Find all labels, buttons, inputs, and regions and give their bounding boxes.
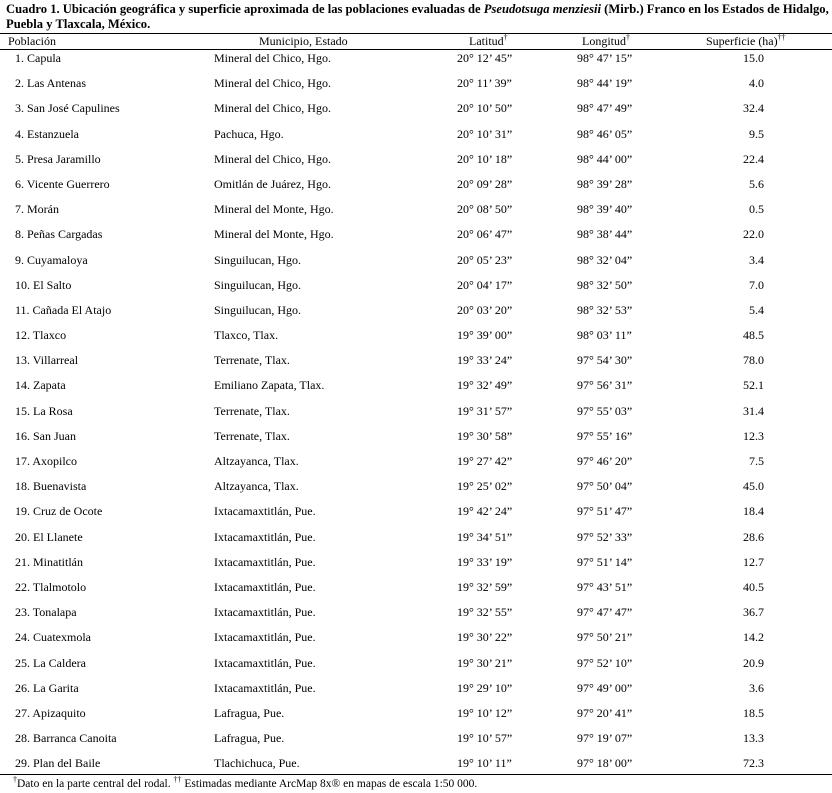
table-row: [0, 377, 832, 402]
cell-latitud: 19° 30’ 22”: [457, 630, 513, 645]
cell-longitud: 98° 39’ 28”: [577, 176, 633, 191]
table-row: [0, 403, 832, 428]
cell-municipio: Mineral del Chico, Hgo.: [214, 151, 331, 166]
cell-municipio: Terrenate, Tlax.: [214, 428, 290, 443]
cell-municipio: Singuilucan, Hgo.: [214, 252, 301, 267]
footnote-text-1: Dato en la parte central del rodal.: [17, 778, 174, 790]
cell-municipio: Singuilucan, Hgo.: [214, 277, 301, 292]
cell-poblacion: 15. La Rosa: [15, 403, 73, 418]
cell-superficie: 5.4: [749, 302, 764, 317]
cell-superficie: 7.0: [749, 277, 764, 292]
cell-latitud: 20° 11’ 39”: [457, 76, 512, 91]
cell-municipio: Mineral del Chico, Hgo.: [214, 101, 331, 116]
cell-latitud: 19° 31’ 57”: [457, 403, 513, 418]
table-footnote: [13, 777, 477, 791]
cell-poblacion: 6. Vicente Guerrero: [15, 176, 110, 191]
cell-municipio: Mineral del Monte, Hgo.: [214, 202, 334, 217]
table-row: [0, 201, 832, 226]
table-row: [0, 730, 832, 755]
cell-longitud: 97° 50’ 04”: [577, 479, 633, 494]
header-longitud: [582, 34, 630, 48]
cell-latitud: 19° 33’ 24”: [457, 353, 513, 368]
cell-superficie: 18.5: [743, 705, 764, 720]
cell-longitud: 97° 46’ 20”: [577, 454, 633, 468]
header-latitud-mark: †: [503, 33, 508, 42]
cell-poblacion: 25. La Caldera: [15, 655, 86, 670]
table-row: [0, 579, 832, 604]
cell-superficie: 78.0: [743, 353, 764, 368]
cell-longitud: 97° 55’ 03”: [577, 403, 633, 418]
cell-longitud: 97° 47’ 47”: [577, 605, 633, 620]
table-row: [0, 302, 832, 327]
cell-poblacion: 4. Estanzuela: [15, 126, 79, 141]
cell-poblacion: 16. San Juan: [15, 428, 76, 443]
cell-latitud: 19° 25’ 02”: [457, 479, 513, 494]
cell-superficie: 40.5: [743, 579, 764, 594]
cell-poblacion: 20. El Llanete: [15, 529, 83, 544]
cell-longitud: 97° 52’ 33”: [577, 529, 633, 544]
table-row: [0, 604, 832, 629]
cell-poblacion: 9. Cuyamaloya: [15, 252, 88, 267]
cell-superficie: 20.9: [743, 655, 764, 670]
cell-poblacion: 28. Barranca Canoita: [15, 731, 117, 746]
footnote-text-2: Estimadas mediante ArcMap 8x® en mapas de escala 1:50 000.: [181, 778, 478, 790]
cell-poblacion: 19. Cruz de Ocote: [15, 504, 103, 519]
cell-municipio: Terrenate, Tlax.: [214, 403, 290, 418]
table-row: [0, 503, 832, 528]
cell-poblacion: 12. Tlaxco: [15, 328, 67, 343]
cell-superficie: 0.5: [749, 202, 764, 217]
cell-longitud: 97° 49’ 00”: [577, 680, 633, 695]
cell-latitud: 19° 39’ 00”: [457, 328, 513, 343]
cell-municipio: Ixtacamaxtitlán, Pue.: [214, 630, 316, 645]
cell-longitud: 98° 44’ 00”: [577, 151, 633, 166]
caption-text-end: (Mirb.) Franco en los Estados de Hidalgo, Puebla y Tlaxcala, México.: [6, 2, 829, 31]
cell-latitud: 19° 32’ 55”: [457, 605, 513, 620]
cell-latitud: 19° 27’ 42”: [457, 454, 513, 468]
table-row: [0, 655, 832, 680]
cell-poblacion: 3. San José Capulines: [15, 101, 120, 116]
cell-longitud: 97° 55’ 16”: [577, 428, 633, 443]
cell-poblacion: 18. Buenavista: [15, 479, 87, 494]
cell-superficie: 31.4: [743, 403, 764, 418]
cell-latitud: 20° 10’ 50”: [457, 101, 513, 116]
cell-longitud: 97° 43’ 51”: [577, 579, 633, 594]
cell-poblacion: 11. Cañada El Atajo: [15, 302, 112, 317]
cell-municipio: Pachuca, Hgo.: [214, 126, 284, 141]
header-municipio: Municipio, Estado: [259, 34, 348, 48]
cell-longitud: 98° 32’ 50”: [577, 277, 633, 292]
table-row: [0, 277, 832, 302]
cell-superficie: 14.2: [743, 630, 764, 645]
header-longitud-label: Longitud: [582, 34, 626, 48]
cell-latitud: 20° 12’ 45”: [457, 51, 513, 65]
table-row: [0, 705, 832, 730]
cell-longitud: 98° 32’ 04”: [577, 252, 633, 267]
cell-longitud: 98° 38’ 44”: [577, 227, 633, 242]
cell-superficie: 18.4: [743, 504, 764, 519]
cell-municipio: Tlaxco, Tlax.: [214, 328, 279, 343]
table-row: [0, 151, 832, 176]
cell-municipio: Omitlán de Juárez, Hgo.: [214, 176, 331, 191]
cell-latitud: 20° 10’ 18”: [457, 151, 513, 166]
cell-poblacion: 1. Capula: [15, 51, 61, 65]
cell-latitud: 19° 10’ 11”: [457, 756, 512, 771]
header-longitud-mark: †: [626, 33, 630, 42]
cell-municipio: Ixtacamaxtitlán, Pue.: [214, 680, 316, 695]
table-row: [0, 529, 832, 554]
cell-municipio: Ixtacamaxtitlán, Pue.: [214, 655, 316, 670]
cell-superficie: 72.3: [743, 756, 764, 771]
cell-superficie: 22.4: [743, 151, 764, 166]
cell-poblacion: 5. Presa Jaramillo: [15, 151, 101, 166]
cell-latitud: 19° 29’ 10”: [457, 680, 513, 695]
cell-superficie: 3.6: [749, 680, 764, 695]
table-row: [0, 629, 832, 654]
cell-municipio: Ixtacamaxtitlán, Pue.: [214, 579, 316, 594]
cell-poblacion: 7. Morán: [15, 202, 59, 217]
cell-poblacion: 13. Villarreal: [15, 353, 79, 368]
cell-latitud: 19° 42’ 24”: [457, 504, 513, 519]
cell-municipio: Lafragua, Pue.: [214, 705, 285, 720]
cell-superficie: 36.7: [743, 605, 764, 620]
cell-superficie: 4.0: [749, 76, 764, 91]
cell-superficie: 32.4: [743, 101, 764, 116]
cell-municipio: Mineral del Monte, Hgo.: [214, 227, 334, 242]
cell-longitud: 97° 50’ 21”: [577, 630, 633, 645]
cell-longitud: 97° 51’ 47”: [577, 504, 633, 519]
cell-latitud: 19° 30’ 21”: [457, 655, 513, 670]
table-caption: [6, 2, 830, 32]
cell-superficie: 12.3: [743, 428, 764, 443]
cell-longitud: 97° 51’ 14”: [577, 554, 633, 569]
cell-longitud: 98° 47’ 49”: [577, 101, 633, 116]
cell-poblacion: 26. La Garita: [15, 680, 79, 695]
cell-superficie: 7.5: [749, 454, 764, 468]
cell-poblacion: 27. Apizaquito: [15, 705, 86, 720]
table-row: [0, 100, 832, 125]
cell-longitud: 98° 32’ 53”: [577, 302, 633, 317]
cell-superficie: 5.6: [749, 176, 764, 191]
cell-superficie: 22.0: [743, 227, 764, 242]
caption-species: Pseudotsuga menziesii: [483, 2, 601, 16]
table-body: [0, 50, 832, 780]
cell-municipio: Ixtacamaxtitlán, Pue.: [214, 554, 316, 569]
cell-poblacion: 21. Minatitlán: [15, 554, 83, 569]
cell-latitud: 19° 10’ 12”: [457, 705, 513, 720]
cell-latitud: 19° 34’ 51”: [457, 529, 513, 544]
cell-poblacion: 29. Plan del Baile: [15, 756, 101, 771]
cell-municipio: Lafragua, Pue.: [214, 731, 285, 746]
header-latitud: [469, 34, 508, 48]
header-superficie-label: Superficie (ha): [706, 34, 778, 48]
footnote-mark-2: ††: [173, 775, 182, 784]
cell-superficie: 28.6: [743, 529, 764, 544]
cell-longitud: 98° 03’ 11”: [577, 328, 632, 343]
cell-poblacion: 8. Peñas Cargadas: [15, 227, 103, 242]
table-row: [0, 680, 832, 705]
cell-latitud: 19° 32’ 59”: [457, 579, 513, 594]
cell-longitud: 97° 54’ 30”: [577, 353, 633, 368]
cell-municipio: Mineral del Chico, Hgo.: [214, 51, 331, 65]
cell-longitud: 97° 56’ 31”: [577, 378, 633, 393]
cell-latitud: 20° 05’ 23”: [457, 252, 513, 267]
cell-poblacion: 14. Zapata: [15, 378, 66, 393]
table-header: [0, 34, 832, 48]
table-row: [0, 176, 832, 201]
cell-longitud: 97° 18’ 00”: [577, 756, 633, 771]
header-superficie-mark: ††: [777, 33, 786, 42]
cell-municipio: Emiliano Zapata, Tlax.: [214, 378, 325, 393]
cell-poblacion: 2. Las Antenas: [15, 76, 86, 91]
cell-longitud: 97° 20’ 41”: [577, 705, 633, 720]
cell-poblacion: 24. Cuatexmola: [15, 630, 91, 645]
cell-latitud: 20° 03’ 20”: [457, 302, 513, 317]
table-row: [0, 453, 832, 478]
cell-municipio: Ixtacamaxtitlán, Pue.: [214, 605, 316, 620]
cell-longitud: 97° 19’ 07”: [577, 731, 633, 746]
table-row: [0, 428, 832, 453]
bottom-rule: [0, 774, 832, 775]
header-superficie: [706, 34, 786, 48]
table-row: [0, 126, 832, 151]
cell-poblacion: 22. Tlalmotolo: [15, 579, 87, 594]
cell-latitud: 20° 06’ 47”: [457, 227, 513, 242]
table-row: [0, 327, 832, 352]
table-row: [0, 478, 832, 503]
cell-municipio: Altzayanca, Tlax.: [214, 479, 299, 494]
cell-superficie: 9.5: [749, 126, 764, 141]
cell-latitud: 19° 33’ 19”: [457, 554, 513, 569]
cell-latitud: 20° 10’ 31”: [457, 126, 513, 141]
cell-superficie: 3.4: [749, 252, 764, 267]
cell-municipio: Singuilucan, Hgo.: [214, 302, 301, 317]
cell-latitud: 20° 09’ 28”: [457, 176, 513, 191]
cell-municipio: Tlachichuca, Pue.: [214, 756, 300, 771]
cell-latitud: 20° 04’ 17”: [457, 277, 513, 292]
header-poblacion: Población: [8, 34, 56, 48]
caption-text-start: Cuadro 1. Ubicación geográfica y superficie aproximada de las poblaciones evaluadas de: [6, 2, 484, 16]
cell-superficie: 45.0: [743, 479, 764, 494]
cell-superficie: 15.0: [743, 51, 764, 65]
cell-superficie: 48.5: [743, 328, 764, 343]
header-latitud-label: Latitud: [469, 34, 504, 48]
cell-municipio: Ixtacamaxtitlán, Pue.: [214, 504, 316, 519]
cell-longitud: 97° 52’ 10”: [577, 655, 633, 670]
cell-poblacion: 17. Axopilco: [15, 454, 77, 468]
table-row: [0, 50, 832, 75]
cell-poblacion: 10. El Salto: [15, 277, 72, 292]
cell-longitud: 98° 47’ 15”: [577, 51, 633, 65]
table-row: [0, 226, 832, 251]
cell-poblacion: 23. Tonalapa: [15, 605, 77, 620]
cell-superficie: 52.1: [743, 378, 764, 393]
cell-municipio: Ixtacamaxtitlán, Pue.: [214, 529, 316, 544]
cell-municipio: Terrenate, Tlax.: [214, 353, 290, 368]
table-row: [0, 252, 832, 277]
cell-latitud: 19° 30’ 58”: [457, 428, 513, 443]
table-row: [0, 75, 832, 100]
table-row: [0, 352, 832, 377]
cell-longitud: 98° 44’ 19”: [577, 76, 633, 91]
table-row: [0, 554, 832, 579]
cell-superficie: 13.3: [743, 731, 764, 746]
cell-municipio: Altzayanca, Tlax.: [214, 454, 299, 468]
cell-latitud: 19° 32’ 49”: [457, 378, 513, 393]
cell-latitud: 20° 08’ 50”: [457, 202, 513, 217]
cell-superficie: 12.7: [743, 554, 764, 569]
cell-longitud: 98° 39’ 40”: [577, 202, 633, 217]
cell-longitud: 98° 46’ 05”: [577, 126, 633, 141]
cell-municipio: Mineral del Chico, Hgo.: [214, 76, 331, 91]
cell-latitud: 19° 10’ 57”: [457, 731, 513, 746]
footnote-mark-1: †: [13, 775, 17, 784]
